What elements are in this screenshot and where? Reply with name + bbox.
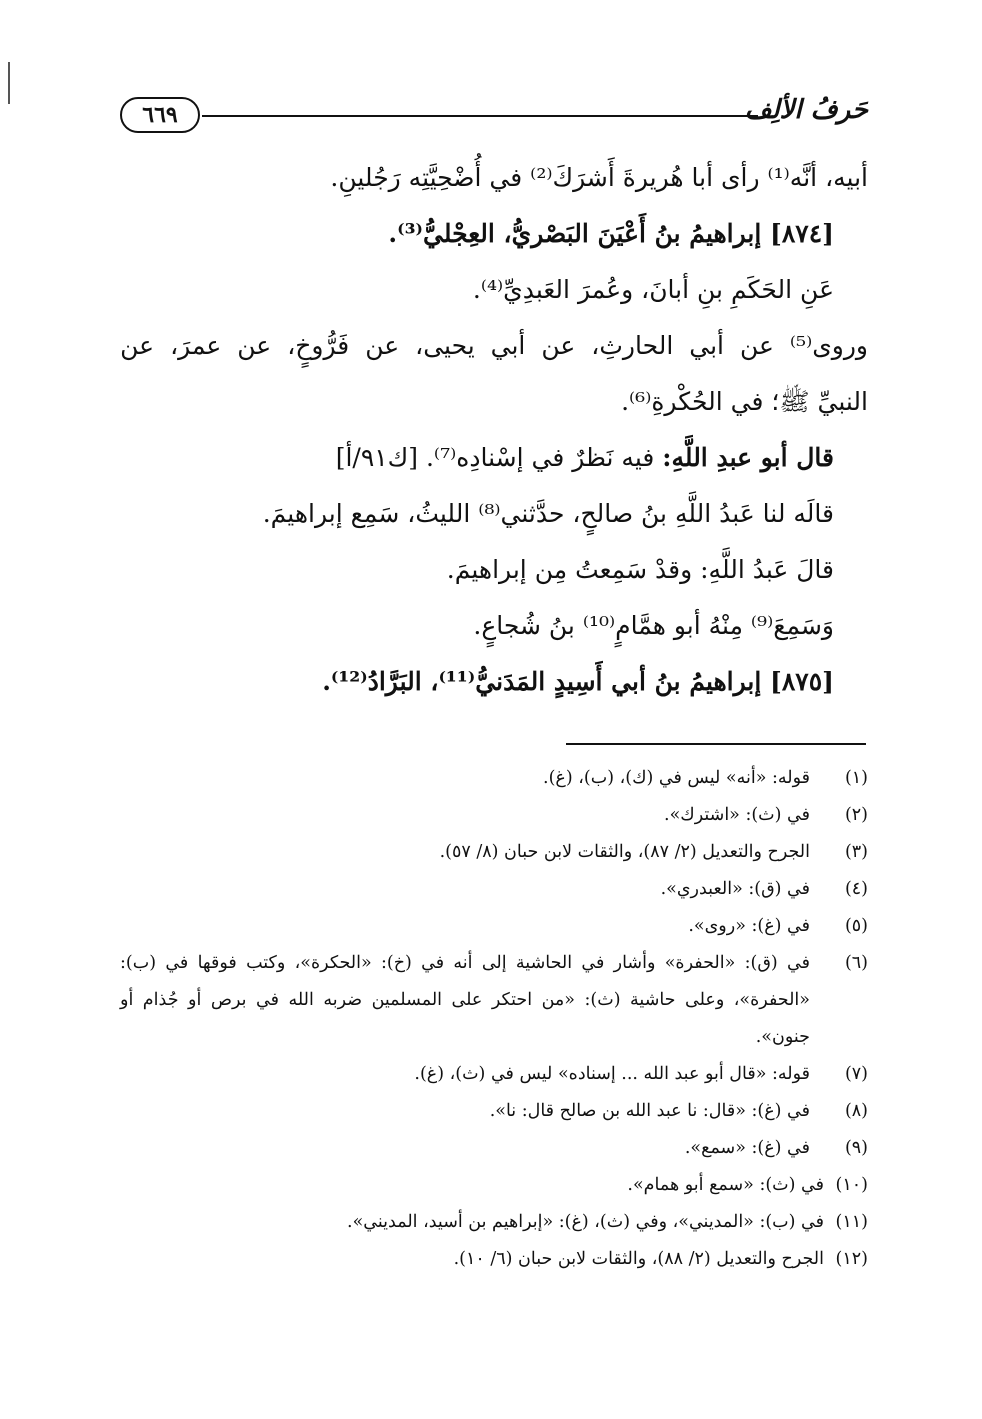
word: عن (120, 331, 155, 360)
text-line: النبيِّ ﷺ؛ في الحُكْرةِ⁽⁶⁾. (621, 387, 868, 416)
justified-text-line (120, 318, 868, 374)
entry-heading-875: [٨٧٥] إبراهيمُ بنُ أبي أَسِيدٍ المَدَنيُّ⁽¹¹⁾، البَرَّادُ⁽¹²⁾. (322, 667, 834, 696)
word: وروى⁽⁵⁾ (789, 331, 868, 360)
footnote (120, 834, 868, 871)
text-line: قالَه لنا عَبدُ اللَّهِ بنُ صالحٍ، حدَّثني⁽⁸⁾ الليثُ، سَمِع إبراهيمَ. (262, 499, 834, 528)
footnote-text: قوله: «أنه» ليس في (ك)، (ب)، (غ). (543, 768, 810, 788)
footnote-text: في (ب): «المديني»، وفي (ث)، (غ): «إبراهيم بن أسيد، المديني». (347, 1212, 824, 1232)
word: أبي (490, 331, 526, 360)
footnote-text: الجرح والتعديل (٢/ ٨٨)، والثقات لابن حبان (٦/ ١٠). (453, 1249, 824, 1269)
footnote (120, 760, 868, 797)
word: الحارثِ، (591, 331, 674, 360)
footnote (120, 1056, 868, 1093)
footnote (120, 1130, 868, 1167)
footnote-number: (١٠) (835, 1175, 868, 1195)
footnote-text: في (ث): «سمع أبو همام». (627, 1175, 824, 1195)
footnote-number: (٤) (844, 879, 868, 899)
footnote (120, 871, 868, 908)
footnote (120, 1167, 868, 1204)
footnotes (120, 760, 868, 1278)
word: عن (237, 331, 272, 360)
header-title: حَرفُ الألِف (744, 95, 868, 125)
text-line: قالَ عَبدُ اللَّهِ: وقدْ سَمِعتُ مِن إبراهيمَ. (446, 555, 834, 584)
footnote-text: في (ق): «العبدري». (660, 879, 810, 899)
footnote-number: (٥) (844, 916, 868, 936)
footnote-number: (٦) (844, 953, 868, 973)
footnote-text: في (ث): «اشترك». (664, 805, 810, 825)
footnote-text: في (ق): «الحفرة» وأشار في الحاشية إلى أنه في (خ): «الحكرة»، وكتب فوقها في (ب): «الحفرة»، وعلى حاشية (ث): «من احتكر على المسلمين ضربه الله في برص أو جُذام أو جنون». (120, 953, 810, 1047)
speaker-label: قال أبو عبدِ اللَّهِ: (662, 443, 834, 472)
footnote-number: (١١) (835, 1212, 868, 1232)
word: يحيى، (415, 331, 475, 360)
footnote-number: (٧) (844, 1064, 868, 1084)
word: عن (365, 331, 400, 360)
footnote-number: (٩) (844, 1138, 868, 1158)
footnote-text: قوله: «قال أبو عبد الله ... إسناده» ليس في (ث)، (غ). (414, 1064, 810, 1084)
entry-heading-874: [٨٧٤] إبراهيمُ بنُ أَعْيَنَ البَصْريُّ، العِجْليُّ⁽³⁾. (388, 219, 834, 248)
page-header (120, 95, 868, 135)
footnote-number: (١٢) (835, 1249, 868, 1269)
text-line: أبيه، أنَّه⁽¹⁾ رأى أبا هُريرةَ أَشرَكَ⁽²⁾ في أُضْحِيَّتِه رَجُلينِ. (330, 163, 868, 192)
main-text (120, 150, 868, 710)
footnote (120, 945, 868, 1056)
word: عن (739, 331, 774, 360)
line-remainder: فيه نَظرٌ في إسْنادِه⁽⁷⁾. [ك٩١/أ] (335, 443, 663, 472)
footnote-number: (٣) (844, 842, 868, 862)
text-line: عَنِ الحَكَمِ بنِ أبانَ، وعُمرَ العَبدِيِّ⁽⁴⁾. (472, 275, 834, 304)
footnote-text: الجرح والتعديل (٢/ ٨٧)، والثقات لابن حبان (٨/ ٥٧). (439, 842, 810, 862)
text-line: وَسَمِعَ⁽⁹⁾ مِنْهُ أبو همَّامٍ⁽¹⁰⁾ بنُ شُجاعٍ. (473, 611, 834, 640)
footnote-number: (٢) (844, 805, 868, 825)
footnote-number: (١) (844, 768, 868, 788)
word: عمرَ، (170, 331, 222, 360)
footnote-separator (566, 743, 866, 745)
footnote-number: (٨) (844, 1101, 868, 1121)
word: فَرُّوخٍ، (287, 331, 350, 360)
header-rule (202, 115, 758, 117)
page-edge-mark (8, 62, 10, 104)
footnote-text: في (غ): «قال: نا عبد الله بن صالح قال: نا». (489, 1101, 810, 1121)
footnote (120, 1204, 868, 1241)
page-number: ٦٦٩ (120, 97, 200, 133)
word: أبي (689, 331, 724, 360)
footnote (120, 1241, 868, 1278)
word: عن (541, 331, 576, 360)
footnote-text: في (غ): «روى». (688, 916, 810, 936)
footnote (120, 1093, 868, 1130)
footnote (120, 797, 868, 834)
footnote-text: في (غ): «سمع». (684, 1138, 810, 1158)
footnote (120, 908, 868, 945)
text-line (120, 430, 868, 486)
